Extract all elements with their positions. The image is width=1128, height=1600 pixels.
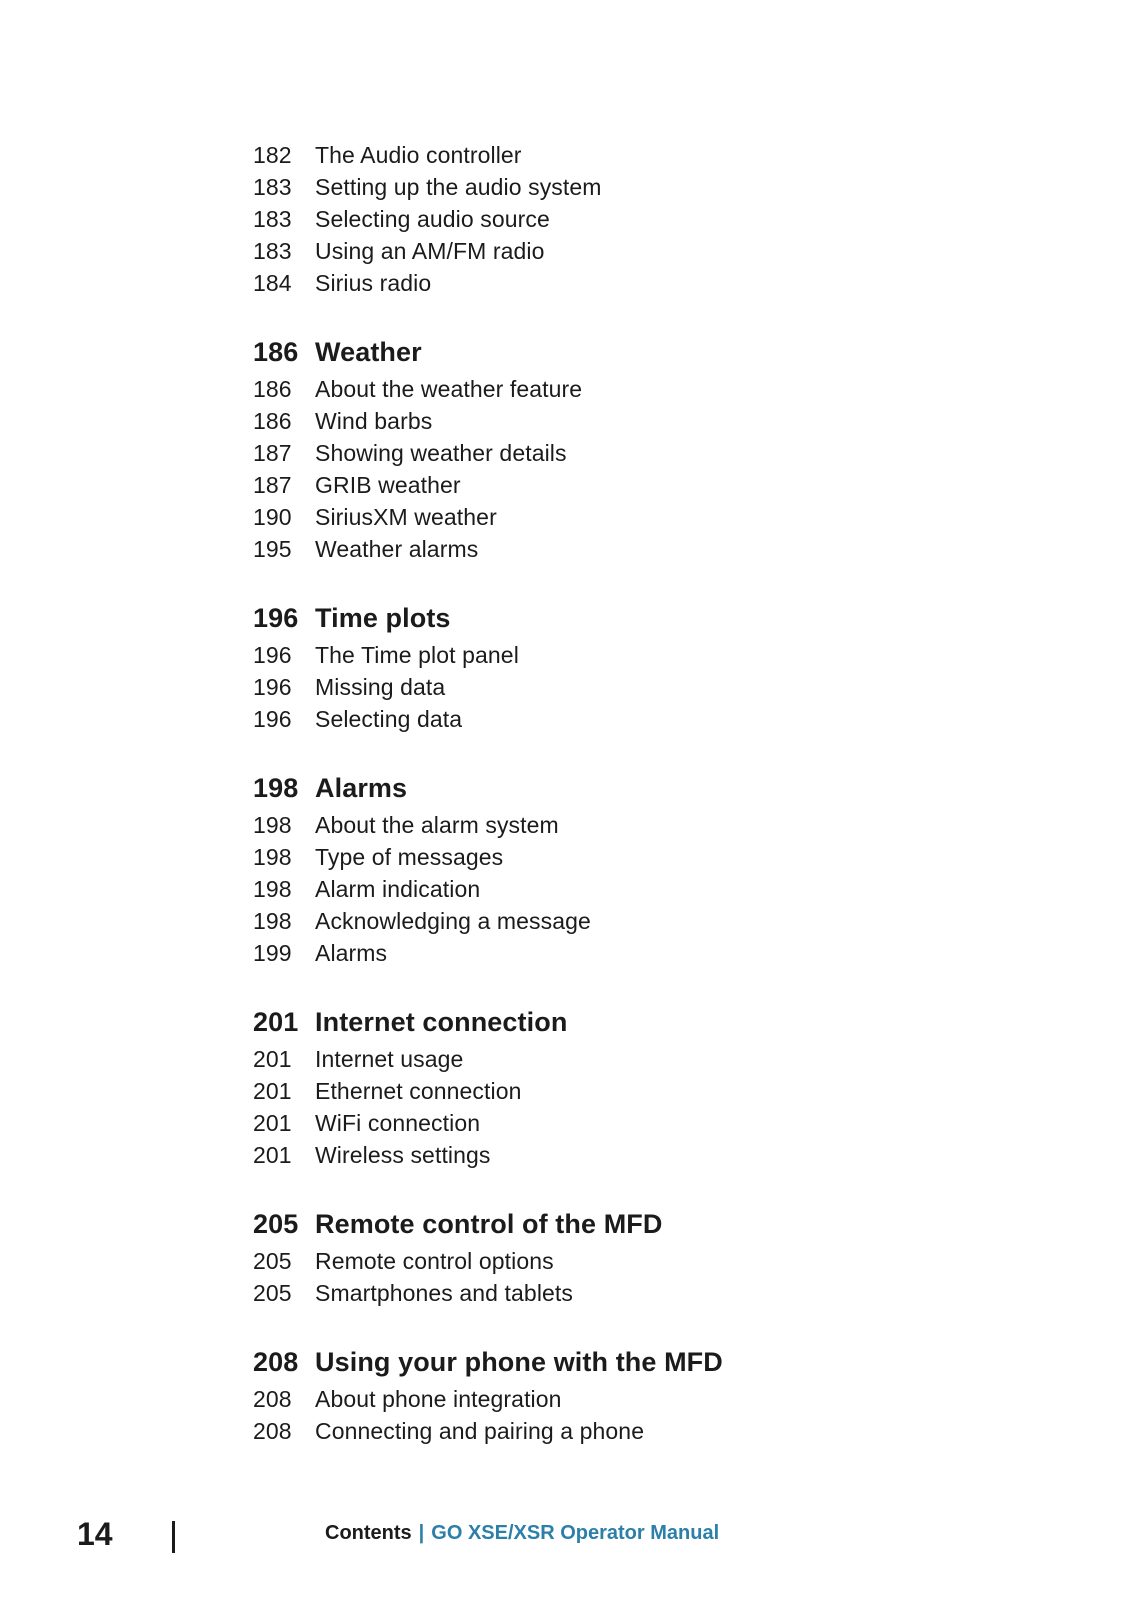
footer-page-number: 14 [77, 1516, 113, 1552]
toc-title: Ethernet connection [315, 1078, 522, 1104]
footer-contents-label: Contents [325, 1522, 412, 1544]
toc-title: Using an AM/FM radio [315, 238, 545, 264]
toc-page-number: 208 [253, 1347, 299, 1377]
toc-section-heading[interactable] [253, 1346, 953, 1378]
toc-title: The Time plot panel [315, 642, 519, 668]
toc-page-number: 205 [253, 1248, 292, 1274]
toc-section-heading[interactable] [253, 1006, 953, 1038]
toc-entry[interactable] [253, 405, 953, 437]
toc-entry[interactable] [253, 639, 953, 671]
toc-title: Smartphones and tablets [315, 1280, 574, 1306]
toc-entry[interactable] [253, 873, 953, 905]
toc-page-number: 186 [253, 408, 292, 434]
toc-entry[interactable] [253, 841, 953, 873]
toc-entry[interactable] [253, 671, 953, 703]
toc-page-number: 196 [253, 706, 292, 732]
toc-entry[interactable] [253, 139, 953, 171]
toc-page-number: 187 [253, 472, 292, 498]
toc-page-number: 195 [253, 536, 292, 562]
toc-entry[interactable] [253, 437, 953, 469]
toc-page-number: 201 [253, 1007, 299, 1037]
toc-title: Using your phone with the MFD [315, 1347, 723, 1377]
toc-title: Wireless settings [315, 1142, 491, 1168]
toc-title: SiriusXM weather [315, 504, 497, 530]
toc-entry[interactable] [253, 235, 953, 267]
toc-section-heading[interactable] [253, 336, 953, 368]
toc-page-number: 198 [253, 908, 292, 934]
toc-title: Internet usage [315, 1046, 464, 1072]
toc-title: Missing data [315, 674, 446, 700]
toc-title: About the alarm system [315, 812, 559, 838]
toc-title: Sirius radio [315, 270, 432, 296]
toc-title: Type of messages [315, 844, 504, 870]
toc-entry[interactable] [253, 267, 953, 299]
footer-separator: | [418, 1522, 425, 1544]
toc-title: Internet connection [315, 1007, 568, 1037]
footer-running-title [325, 1521, 719, 1545]
toc-entry[interactable] [253, 373, 953, 405]
toc-title: Alarms [315, 940, 388, 966]
toc-title: The Audio controller [315, 142, 522, 168]
toc-page-number: 198 [253, 773, 299, 803]
toc-page-number: 186 [253, 376, 292, 402]
toc-page-number: 182 [253, 142, 292, 168]
toc-entry[interactable] [253, 203, 953, 235]
toc-title: Time plots [315, 603, 451, 633]
toc-entry[interactable] [253, 469, 953, 501]
toc-page-number: 208 [253, 1418, 292, 1444]
toc-title: Alarms [315, 773, 408, 803]
toc-title: Acknowledging a message [315, 908, 591, 934]
toc-page-number: 201 [253, 1142, 292, 1168]
toc-section-heading[interactable] [253, 772, 953, 804]
toc-entry[interactable] [253, 1277, 953, 1309]
toc-section-heading[interactable] [253, 602, 953, 634]
toc-page-number: 183 [253, 206, 292, 232]
toc-entry[interactable] [253, 533, 953, 565]
toc-title: GRIB weather [315, 472, 461, 498]
toc-page-number: 198 [253, 844, 292, 870]
toc-page-number: 201 [253, 1078, 292, 1104]
toc-page-number: 190 [253, 504, 292, 530]
toc-title: Weather [315, 337, 422, 367]
toc-entry[interactable] [253, 1075, 953, 1107]
toc-entry[interactable] [253, 1415, 953, 1447]
toc-entry[interactable] [253, 501, 953, 533]
footer-divider-bar [172, 1521, 175, 1553]
toc-entry[interactable] [253, 809, 953, 841]
toc-title: Weather alarms [315, 536, 479, 562]
toc-page-number: 183 [253, 238, 292, 264]
toc-page-number: 201 [253, 1110, 292, 1136]
toc-title: Alarm indication [315, 876, 481, 902]
toc-page-number: 196 [253, 642, 292, 668]
toc-section-heading[interactable] [253, 1208, 953, 1240]
toc-page-number: 183 [253, 174, 292, 200]
footer-manual-title: GO XSE/XSR Operator Manual [431, 1522, 720, 1544]
toc-title: Selecting data [315, 706, 463, 732]
toc-entry[interactable] [253, 1139, 953, 1171]
toc-entry[interactable] [253, 1107, 953, 1139]
toc-page-number: 187 [253, 440, 292, 466]
toc-page-number: 199 [253, 940, 292, 966]
toc-title: Remote control options [315, 1248, 554, 1274]
toc-entry[interactable] [253, 1245, 953, 1277]
toc-page-number: 184 [253, 270, 292, 296]
toc-page-number: 208 [253, 1386, 292, 1412]
toc-entry[interactable] [253, 905, 953, 937]
toc-page-number: 205 [253, 1280, 292, 1306]
toc-list [253, 139, 953, 1447]
toc-page-number: 198 [253, 876, 292, 902]
toc-title: Remote control of the MFD [315, 1209, 663, 1239]
toc-page-number: 201 [253, 1046, 292, 1072]
toc-title: Selecting audio source [315, 206, 550, 232]
toc-entry[interactable] [253, 703, 953, 735]
toc-title: About phone integration [315, 1386, 562, 1412]
toc-entry[interactable] [253, 937, 953, 969]
toc-title: About the weather feature [315, 376, 583, 402]
page-footer [0, 1514, 1128, 1560]
toc-page-number: 198 [253, 812, 292, 838]
toc-entry[interactable] [253, 171, 953, 203]
toc-page-number: 196 [253, 603, 299, 633]
toc-title: Wind barbs [315, 408, 433, 434]
toc-entry[interactable] [253, 1383, 953, 1415]
toc-entry[interactable] [253, 1043, 953, 1075]
toc-page-number: 205 [253, 1209, 299, 1239]
toc-title: Connecting and pairing a phone [315, 1418, 645, 1444]
toc-title: Showing weather details [315, 440, 567, 466]
toc-title: Setting up the audio system [315, 174, 602, 200]
toc-page-number: 196 [253, 674, 292, 700]
toc-page-number: 186 [253, 337, 299, 367]
toc-title: WiFi connection [315, 1110, 481, 1136]
